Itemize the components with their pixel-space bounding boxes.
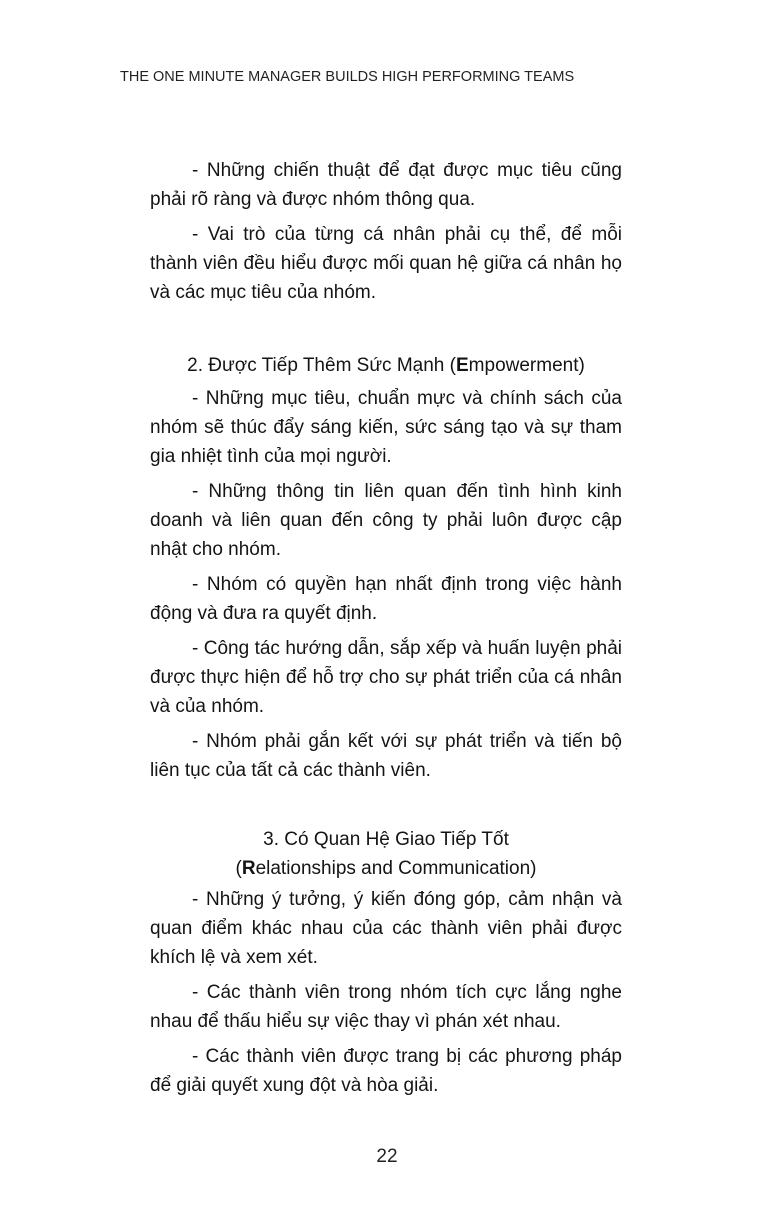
section-3-title — [150, 825, 622, 883]
section-3-title-line2 — [150, 854, 622, 883]
paragraph: - Những ý tưởng, ý kiến đóng góp, cảm nhận và quan điểm khác nhau của các thành viên phải được khích lệ và xem xét. — [150, 889, 622, 968]
running-header: THE ONE MINUTE MANAGER BUILDS HIGH PERFORMING TEAMS — [120, 69, 575, 85]
section-2-title-prefix: 2. Được Tiếp Thêm Sức Mạnh ( — [187, 355, 456, 376]
paragraph: - Các thành viên được trang bị các phương pháp để giải quyết xung đột và hòa giải. — [150, 1046, 622, 1096]
paragraph: - Những thông tin liên quan đến tình hình kinh doanh và liên quan đến công ty phải luôn được cập nhật cho nhóm. — [150, 481, 622, 560]
paragraph: - Những mục tiêu, chuẩn mực và chính sách của nhóm sẽ thúc đẩy sáng kiến, sức sáng tạo và sự tham gia nhiệt tình của mọi người. — [150, 388, 622, 467]
section-2-title-suffix: mpowerment) — [468, 355, 585, 376]
paragraph: - Công tác hướng dẫn, sắp xếp và huấn luyện phải được thực hiện để hỗ trợ cho sự phát triển của cá nhân và của nhóm. — [150, 638, 622, 717]
page-number: 22 — [376, 1146, 398, 1167]
section-2-title — [150, 351, 622, 380]
section-3-title-line1: 3. Có Quan Hệ Giao Tiếp Tốt — [263, 829, 509, 850]
paragraph: - Các thành viên trong nhóm tích cực lắng nghe nhau để thấu hiểu sự việc thay vì phán xét nhau. — [150, 982, 622, 1032]
paragraph: - Nhóm phải gắn kết với sự phát triển và tiến bộ liên tục của tất cả các thành viên. — [150, 731, 622, 781]
section-3-title-initial: R — [241, 858, 256, 879]
section-2-title-initial: E — [455, 355, 469, 376]
paragraph: - Những chiến thuật để đạt được mục tiêu cũng phải rõ ràng và được nhóm thông qua. — [150, 160, 622, 210]
page-body — [150, 156, 622, 1106]
paragraph: - Nhóm có quyền hạn nhất định trong việc hành động và đưa ra quyết định. — [150, 574, 622, 624]
section-3-title-line2-prefix: ( — [235, 858, 242, 879]
section-3-title-line2-suffix: elationships and Communication) — [255, 858, 537, 879]
paragraph: - Vai trò của từng cá nhân phải cụ thể, để mỗi thành viên đều hiểu được mối quan hệ giữa cá nhân họ và các mục tiêu của nhóm. — [150, 224, 622, 303]
